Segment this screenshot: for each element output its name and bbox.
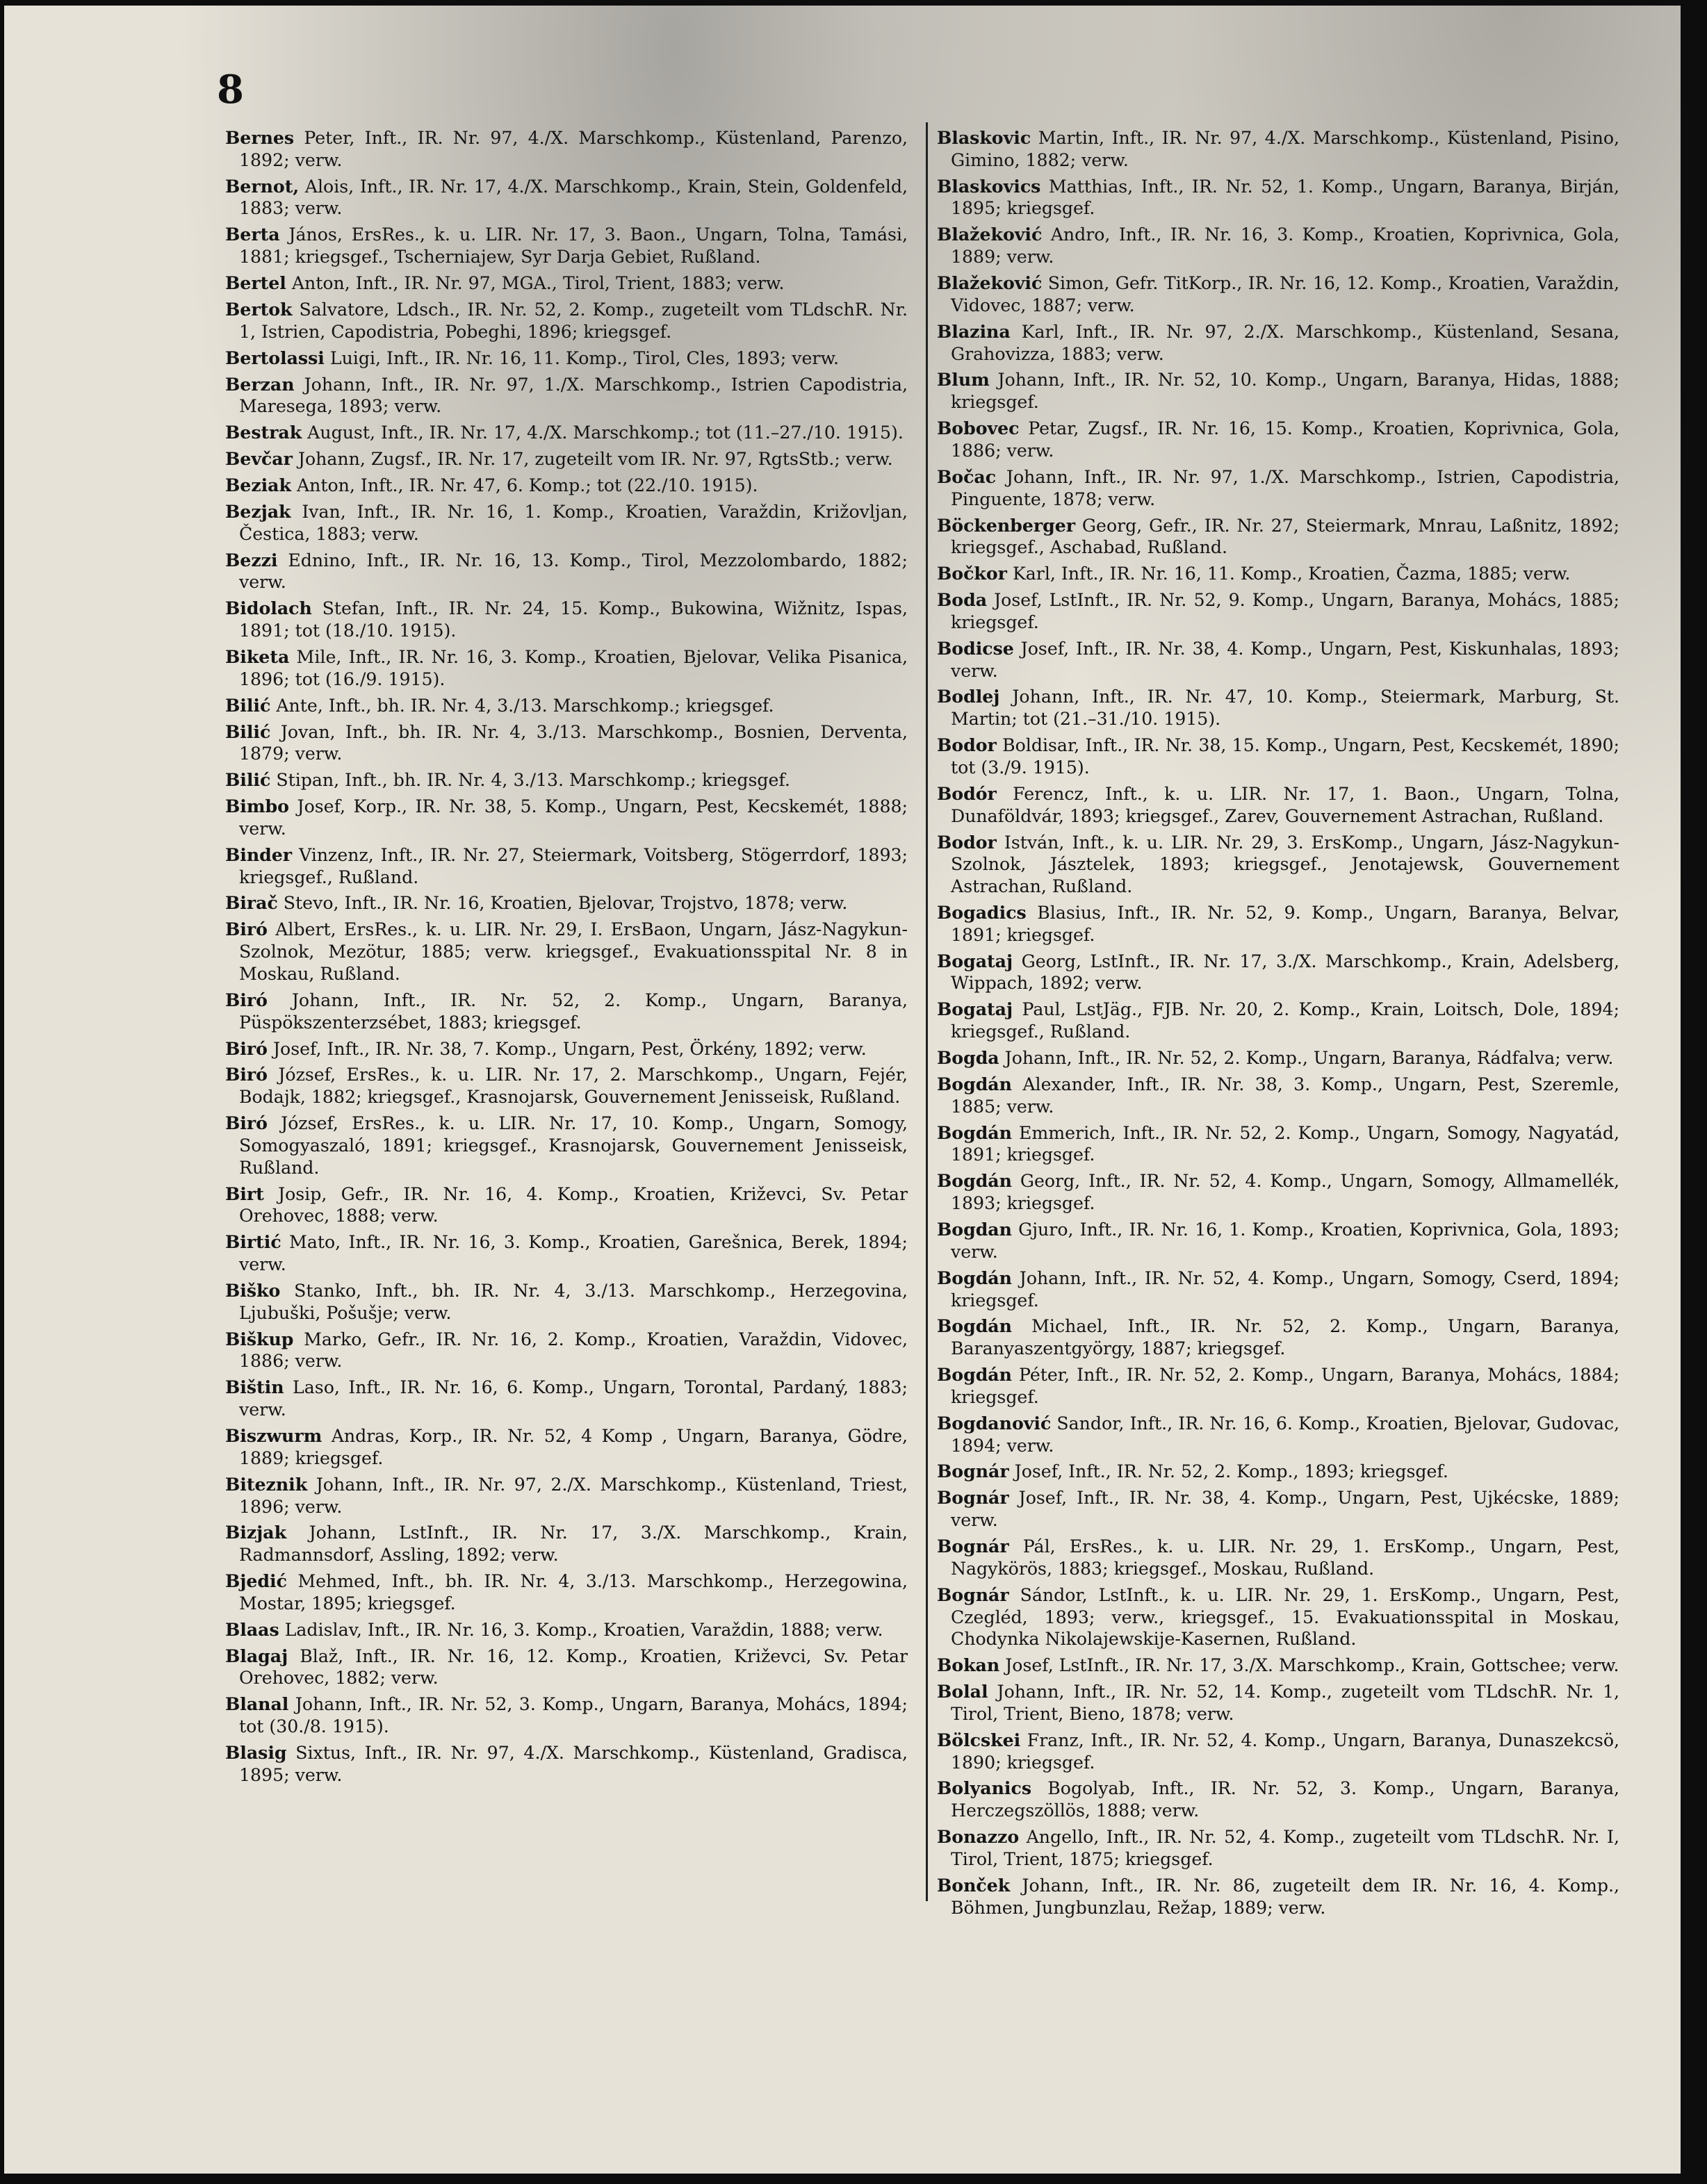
entry-surname: Bogdán <box>937 1073 1012 1094</box>
entry-details: József, ErsRes., k. u. LIR. Nr. 17, 10. Komp., Ungarn, Somogy, Somogyaszaló, 1891; kriegsgef., Krasnojarsk, Gouvernement Jenisseisk, Rußland. <box>239 1113 908 1178</box>
entry-details: Martin, Inft., IR. Nr. 97, 4./X. Marschkomp., Küstenland, Pisino, Gimino, 1882; verw. <box>951 128 1619 170</box>
entry-surname: Biró <box>225 1037 268 1059</box>
entry-details: Jovan, Inft., bh. IR. Nr. 4, 3./13. Marschkomp., Bosnien, Derventa, 1879; verw. <box>239 721 908 764</box>
register-entry <box>937 589 1619 634</box>
register-entry <box>937 369 1619 413</box>
register-entry <box>937 902 1619 946</box>
register-entry <box>225 892 908 914</box>
entry-surname: Birač <box>225 892 278 914</box>
entry-surname: Bodór <box>937 782 997 804</box>
right-column <box>937 127 1619 1923</box>
register-entry <box>937 1413 1619 1457</box>
register-entry <box>225 1231 908 1276</box>
entry-details: Johann, Inft., IR. Nr. 97, 1./X. Marschkomp., Istrien, Capodistria, Pinguente, 1878; verw. <box>951 466 1619 509</box>
entry-surname: Bogdanović <box>937 1412 1052 1434</box>
register-entry <box>937 515 1619 559</box>
entry-details: Franz, Inft., IR. Nr. 52, 4. Komp., Ungarn, Baranya, Dunaszekcsö, 1890; kriegsgef. <box>951 1730 1619 1773</box>
entry-details: Georg, Gefr., IR. Nr. 27, Steiermark, Mnrau, Laßnitz, 1892; kriegsgef., Aschabad, Rußland. <box>951 515 1619 558</box>
entry-surname: Bognár <box>937 1584 1009 1605</box>
register-entry <box>225 598 908 642</box>
entry-surname: Blaskovic <box>937 127 1031 148</box>
entry-surname: Biró <box>225 989 268 1010</box>
entry-surname: Bogdán <box>937 1170 1012 1192</box>
entry-details: Stanko, Inft., bh. IR. Nr. 4, 3./13. Marschkomp., Herzegovina, Ljubuški, Pošušje; verw. <box>239 1280 908 1323</box>
entry-surname: Bogdán <box>937 1267 1012 1288</box>
entry-details: Ladislav, Inft., IR. Nr. 16, 3. Komp., Kroatien, Varaždin, 1888; verw. <box>279 1619 883 1640</box>
register-entry <box>225 1377 908 1421</box>
register-entry <box>225 448 908 470</box>
entry-details: Georg, LstInft., IR. Nr. 17, 3./X. Marschkomp., Krain, Adelsberg, Wippach, 1892; verw. <box>951 951 1619 994</box>
register-entry <box>937 563 1619 585</box>
register-entry <box>225 1280 908 1324</box>
entry-details: Johann, Inft., IR. Nr. 52, 3. Komp., Ungarn, Baranya, Mohács, 1894; tot (30./8. 1915). <box>239 1694 908 1737</box>
register-entry <box>937 1364 1619 1409</box>
entry-surname: Bogdán <box>937 1122 1012 1143</box>
entry-surname: Böckenberger <box>937 514 1076 536</box>
entry-details: Petar, Zugsf., IR. Nr. 16, 15. Komp., Kroatien, Koprivnica, Gola, 1886; verw. <box>951 418 1619 461</box>
register-entry <box>225 796 908 840</box>
register-entry <box>225 299 908 343</box>
entry-details: Mile, Inft., IR. Nr. 16, 3. Komp., Kroatien, Bjelovar, Velika Pisanica, 1896; tot (16./9. 1915). <box>239 646 908 689</box>
entry-surname: Blaas <box>225 1618 279 1640</box>
register-entry <box>225 1112 908 1179</box>
register-entry <box>225 769 908 791</box>
register-entry <box>937 1681 1619 1725</box>
entry-details: Michael, Inft., IR. Nr. 52, 2. Komp., Ungarn, Baranya, Baranyaszentgyörgy, 1887; kriegsgef. <box>951 1316 1619 1359</box>
entry-surname: Birtić <box>225 1231 281 1253</box>
entry-details: Johann, Inft., IR. Nr. 52, 4. Komp., Ungarn, Somogy, Cserd, 1894; kriegsgef. <box>951 1267 1619 1311</box>
entry-details: Sandor, Inft., IR. Nr. 16, 6. Komp., Kroatien, Bjelovar, Gudovac, 1894; verw. <box>951 1413 1619 1456</box>
entry-details: Sándor, LstInft., k. u. LIR. Nr. 29, 1. ErsKomp., Ungarn, Pest, Czegléd, 1893; verw., kriegsgef., 15. Evakuationsspital in Moskau, Chodynka Nikolajewskije-Kasernen, Rußland. <box>951 1584 1619 1650</box>
register-entry <box>225 1183 908 1228</box>
entry-surname: Bogda <box>937 1047 999 1069</box>
entry-details: Karl, Inft., IR. Nr. 97, 2./X. Marschkomp., Küstenland, Sesana, Grahovizza, 1883; verw. <box>951 321 1619 364</box>
entry-surname: Bogataj <box>937 950 1013 971</box>
register-entry <box>225 347 908 370</box>
entry-surname: Bezjak <box>225 500 291 522</box>
entry-details: Simon, Gefr. TitKorp., IR. Nr. 16, 12. Komp., Kroatien, Varaždin, Vidovec, 1887; verw. <box>951 273 1619 315</box>
entry-details: Johann, Inft., IR. Nr. 86, zugeteilt dem IR. Nr. 16, 4. Komp., Böhmen, Jungbunzlau, Režap, 1889; verw. <box>951 1875 1619 1918</box>
entry-details: Emmerich, Inft., IR. Nr. 52, 2. Komp., Ungarn, Somogy, Nagyatád, 1891; kriegsgef. <box>951 1122 1619 1165</box>
entry-details: Stevo, Inft., IR. Nr. 16, Kroatien, Bjelovar, Trojstvo, 1878; verw. <box>277 893 848 914</box>
entry-details: Boldisar, Inft., IR. Nr. 38, 15. Komp., Ungarn, Pest, Kecskemét, 1890; tot (3./9. 1915). <box>951 735 1619 778</box>
register-entry <box>937 1584 1619 1650</box>
document-page <box>4 6 1681 2174</box>
entry-details: Johann, Inft., IR. Nr. 52, 14. Komp., zugeteilt vom TLdschR. Nr. 1, Tirol, Trient, Bieno, 1878; verw. <box>951 1682 1619 1724</box>
entry-details: Josef, Inft., IR. Nr. 38, 4. Komp., Ungarn, Pest, Kiskunhalas, 1893; verw. <box>951 638 1619 681</box>
entry-details: Andro, Inft., IR. Nr. 16, 3. Komp., Kroatien, Koprivnica, Gola, 1889; verw. <box>951 224 1619 268</box>
register-entry <box>937 224 1619 268</box>
entry-surname: Bezzi <box>225 549 278 570</box>
entry-details: Gjuro, Inft., IR. Nr. 16, 1. Komp., Kroatien, Koprivnica, Gola, 1893; verw. <box>951 1220 1619 1262</box>
entry-surname: Bernot, <box>225 175 300 197</box>
entry-details: Johann, Inft., IR. Nr. 52, 10. Komp., Ungarn, Baranya, Hidas, 1888; kriegsgef. <box>951 370 1619 413</box>
entry-surname: Bidolach <box>225 598 312 619</box>
register-entry <box>225 501 908 545</box>
entry-details: Matthias, Inft., IR. Nr. 52, 1. Komp., Ungarn, Baranya, Birján, 1895; kriegsgef. <box>951 176 1619 219</box>
entry-details: Karl, Inft., IR. Nr. 16, 11. Komp., Kroatien, Čazma, 1885; verw. <box>1006 564 1571 584</box>
register-entry <box>937 1536 1619 1580</box>
entry-surname: Bolal <box>937 1681 988 1702</box>
entry-surname: Bertolassi <box>225 347 325 368</box>
entry-details: Blaž, Inft., IR. Nr. 16, 12. Komp., Kroatien, Križevci, Sv. Petar Orehovec, 1882; verw. <box>239 1645 908 1689</box>
entry-details: Angello, Inft., IR. Nr. 52, 4. Komp., zugeteilt vom TLdschR. Nr. I, Tirol, Trient, 1875; kriegsgef. <box>951 1827 1619 1869</box>
entry-surname: Bogadics <box>937 902 1027 923</box>
entry-details: Johann, Inft., IR. Nr. 97, 1./X. Marschkomp., Istrien Capodistria, Maresega, 1893; verw. <box>239 374 908 417</box>
register-entry <box>225 695 908 717</box>
entry-surname: Bognár <box>937 1487 1009 1509</box>
register-entry <box>225 374 908 418</box>
register-entry <box>225 1038 908 1060</box>
entry-surname: Bištin <box>225 1377 284 1398</box>
entry-details: Andras, Korp., IR. Nr. 52, 4 Komp , Ungarn, Baranya, Gödre, 1889; kriegsgef. <box>239 1426 908 1468</box>
entry-surname: Bonček <box>937 1874 1011 1896</box>
register-entry <box>225 550 908 594</box>
register-entry <box>937 321 1619 366</box>
register-entry <box>225 1064 908 1108</box>
entry-surname: Bognár <box>937 1461 1009 1482</box>
register-entry <box>937 832 1619 898</box>
entry-surname: Bimbo <box>225 796 289 817</box>
entry-surname: Biró <box>225 919 268 940</box>
entry-details: Johann, Inft., IR. Nr. 52, 2. Komp., Ungarn, Baranya, Rádfalva; verw. <box>999 1048 1614 1069</box>
entry-surname: Biró <box>225 1112 268 1134</box>
entry-surname: Bočkor <box>937 563 1007 584</box>
entry-details: Alexander, Inft., IR. Nr. 38, 3. Komp., Ungarn, Pest, Szeremle, 1885; verw. <box>951 1074 1619 1117</box>
entry-details: Ivan, Inft., IR. Nr. 16, 1. Komp., Kroatien, Varaždin, Križovljan, Čestica, 1883; verw. <box>239 501 908 544</box>
entry-details: Josef, Inft., IR. Nr. 38, 4. Komp., Ungarn, Pest, Ujkécske, 1889; verw. <box>951 1488 1619 1531</box>
entry-details: István, Inft., k. u. LIR. Nr. 29, 3. ErsKomp., Ungarn, Jász-Nagykun-Szolnok, Jásztelek, 1893; kriegsgef., Jenotajewsk, Gouvernement Astrachan, Rußland. <box>951 832 1619 897</box>
entry-details: Josef, Korp., IR. Nr. 38, 5. Komp., Ungarn, Pest, Kecskemét, 1888; verw. <box>239 796 908 839</box>
entry-surname: Bolyanics <box>937 1777 1032 1799</box>
entry-details: August, Inft., IR. Nr. 17, 4./X. Marschkomp.; tot (11.–27./10. 1915). <box>302 422 904 443</box>
register-entry <box>937 1219 1619 1263</box>
entry-details: Ferencz, Inft., k. u. LIR. Nr. 17, 1. Baon., Ungarn, Tolna, Dunaföldvár, 1893; kriegsgef., Zarev, Gouvernement Astrachan, Rußland. <box>951 783 1619 826</box>
entry-surname: Bočac <box>937 466 997 487</box>
register-entry <box>225 1329 908 1373</box>
entry-details: Johann, Inft., IR. Nr. 97, 2./X. Marschkomp., Küstenland, Triest, 1896; verw. <box>239 1474 908 1517</box>
entry-surname: Bodor <box>937 831 997 853</box>
register-entry <box>225 1522 908 1566</box>
entry-surname: Bölcskei <box>937 1729 1021 1750</box>
entry-surname: Bogataj <box>937 999 1013 1020</box>
entry-surname: Blanal <box>225 1693 289 1715</box>
entry-surname: Blasig <box>225 1742 287 1764</box>
column-divider <box>926 122 928 1901</box>
entry-surname: Bilić <box>225 721 271 742</box>
entry-details: Josef, LstInft., IR. Nr. 52, 9. Komp., Ungarn, Baranya, Mohács, 1885; kriegsgef. <box>951 590 1619 632</box>
entry-details: Laso, Inft., IR. Nr. 16, 6. Komp., Ungarn, Torontal, Pardaný, 1883; verw. <box>239 1377 908 1420</box>
entry-surname: Birt <box>225 1183 264 1204</box>
entry-surname: Bobovec <box>937 418 1020 439</box>
left-column <box>225 127 908 1791</box>
entry-details: Stefan, Inft., IR. Nr. 24, 15. Komp., Bukowina, Wižnitz, Ispas, 1891; tot (18./10. 1915). <box>239 598 908 641</box>
entry-details: Stipan, Inft., bh. IR. Nr. 4, 3./13. Marschkomp.; kriegsgef. <box>270 770 790 791</box>
register-entry <box>937 1170 1619 1215</box>
register-entry <box>937 1315 1619 1360</box>
register-entry <box>937 272 1619 317</box>
entry-details: Albert, ErsRes., k. u. LIR. Nr. 29, I. ErsBaon, Ungarn, Jász-Nagykun-Szolnok, Mezötur, 1885; verw. kriegsgef., Evakuationsspital Nr. 8 in Moskau, Rußland. <box>239 919 908 984</box>
entry-surname: Boda <box>937 589 988 611</box>
entry-surname: Biketa <box>225 646 290 667</box>
register-entry <box>937 1461 1619 1483</box>
entry-surname: Bertok <box>225 298 293 320</box>
entry-surname: Blum <box>937 369 990 391</box>
entry-details: Marko, Gefr., IR. Nr. 16, 2. Komp., Kroatien, Varaždin, Vidovec, 1886; verw. <box>239 1329 908 1372</box>
register-entry <box>225 1570 908 1615</box>
register-entry <box>937 1267 1619 1312</box>
entry-surname: Blažeković <box>937 272 1043 294</box>
entry-details: Vinzenz, Inft., IR. Nr. 27, Steiermark, Voitsberg, Stögerrdorf, 1893; kriegsgef., Rußland. <box>239 844 908 887</box>
register-entry <box>225 224 908 268</box>
entry-surname: Bertel <box>225 272 286 294</box>
register-entry <box>225 646 908 691</box>
entry-surname: Biszwurm <box>225 1425 322 1447</box>
entry-surname: Bilić <box>225 694 271 716</box>
register-entry <box>937 951 1619 995</box>
entry-details: Anton, Inft., IR. Nr. 47, 6. Komp.; tot (22./10. 1915). <box>291 475 758 495</box>
register-entry <box>937 638 1619 682</box>
entry-details: Péter, Inft., IR. Nr. 52, 2. Komp., Ungarn, Baranya, Mohács, 1884; kriegsgef. <box>951 1365 1619 1407</box>
register-entry <box>225 422 908 444</box>
entry-surname: Blazina <box>937 320 1011 342</box>
entry-details: Pál, ErsRes., k. u. LIR. Nr. 29, 1. ErsKomp., Ungarn, Pest, Nagykörös, 1883; kriegsgef., Moskau, Rußland. <box>951 1536 1619 1579</box>
entry-surname: Berta <box>225 224 280 245</box>
entry-details: Johann, Inft., IR. Nr. 52, 2. Komp., Ungarn, Baranya, Püspökszenterzsébet, 1883; kriegsgef. <box>239 990 908 1033</box>
entry-surname: Biró <box>225 1064 268 1085</box>
register-entry <box>937 176 1619 220</box>
register-entry <box>937 1122 1619 1167</box>
register-entry <box>937 1777 1619 1822</box>
entry-details: Josef, Inft., IR. Nr. 38, 7. Komp., Ungarn, Pest, Örkény, 1892; verw. <box>267 1038 867 1059</box>
entry-details: Mato, Inft., IR. Nr. 16, 3. Komp., Kroatien, Garešnica, Berek, 1894; verw. <box>239 1232 908 1275</box>
register-entry <box>937 1074 1619 1118</box>
entry-details: Mehmed, Inft., bh. IR. Nr. 4, 3./13. Marschkomp., Herzegowina, Mostar, 1895; kriegsgef. <box>239 1571 908 1614</box>
entry-surname: Bodor <box>937 734 997 756</box>
entry-details: János, ErsRes., k. u. LIR. Nr. 17, 3. Baon., Ungarn, Tolna, Tamási, 1881; kriegsgef., Tscherniajew, Syr Darja Gebiet, Rußland. <box>239 224 908 268</box>
register-entry <box>225 844 908 889</box>
entry-surname: Blažeković <box>937 224 1043 245</box>
entry-surname: Binder <box>225 844 293 865</box>
entry-details: Luigi, Inft., IR. Nr. 16, 11. Komp., Tirol, Cles, 1893; verw. <box>324 347 840 368</box>
register-entry <box>937 783 1619 828</box>
register-entry <box>225 475 908 497</box>
register-entry <box>937 1047 1619 1069</box>
entry-surname: Bevčar <box>225 448 293 470</box>
entry-details: Josip, Gefr., IR. Nr. 16, 4. Komp., Kroatien, Križevci, Sv. Petar Orehovec, 1888; verw. <box>239 1183 908 1226</box>
register-entry <box>937 1875 1619 1919</box>
entry-surname: Bizjak <box>225 1522 287 1543</box>
register-entry <box>937 466 1619 511</box>
entry-surname: Bognár <box>937 1536 1009 1557</box>
register-entry <box>225 990 908 1034</box>
entry-surname: Bogdan <box>937 1219 1012 1240</box>
register-entry <box>937 1730 1619 1774</box>
entry-surname: Bernes <box>225 127 295 148</box>
entry-surname: Biško <box>225 1279 281 1301</box>
entry-surname: Biškup <box>225 1328 294 1349</box>
entry-surname: Blagaj <box>225 1645 288 1666</box>
register-entry <box>225 1645 908 1690</box>
entry-details: Bogolyab, Inft., IR. Nr. 52, 3. Komp., Ungarn, Baranya, Herczegszöllös, 1888; verw. <box>951 1778 1619 1821</box>
entry-details: Sixtus, Inft., IR. Nr. 97, 4./X. Marschkomp., Küstenland, Gradisca, 1895; verw. <box>239 1743 908 1785</box>
entry-details: Paul, LstJäg., FJB. Nr. 20, 2. Komp., Krain, Loitsch, Dole, 1894; kriegsgef., Rußland. <box>951 999 1619 1042</box>
entry-details: Salvatore, Ldsch., IR. Nr. 52, 2. Komp., zugeteilt vom TLdschR. Nr. 1, Istrien, Capodistria, Pobeghi, 1896; kriegsgef. <box>239 299 908 342</box>
register-entry <box>225 1425 908 1470</box>
entry-surname: Bodlej <box>937 686 1000 707</box>
entry-surname: Bogdán <box>937 1315 1012 1337</box>
register-entry <box>937 734 1619 779</box>
entry-surname: Bjedić <box>225 1570 287 1592</box>
register-entry <box>225 721 908 766</box>
register-entry <box>937 127 1619 172</box>
entry-details: Blasius, Inft., IR. Nr. 52, 9. Komp., Ungarn, Baranya, Belvar, 1891; kriegsgef. <box>951 903 1619 945</box>
register-entry <box>225 919 908 985</box>
page-number: 8 <box>217 67 244 113</box>
entry-details: Peter, Inft., IR. Nr. 97, 4./X. Marschkomp., Küstenland, Parenzo, 1892; verw. <box>239 128 908 170</box>
entry-details: József, ErsRes., k. u. LIR. Nr. 17, 2. Marschkomp., Ungarn, Fejér, Bodajk, 1882; kriegsgef., Krasnojarsk, Gouvernement Jenisseisk, Rußland. <box>239 1065 908 1108</box>
entry-surname: Biteznik <box>225 1473 308 1495</box>
register-entry <box>225 1619 908 1641</box>
register-entry <box>937 418 1619 462</box>
register-entry <box>937 1487 1619 1532</box>
register-entry <box>225 272 908 295</box>
entry-details: Alois, Inft., IR. Nr. 17, 4./X. Marschkomp., Krain, Stein, Goldenfeld, 1883; verw. <box>239 176 908 219</box>
entry-details: Johann, Inft., IR. Nr. 47, 10. Komp., Steiermark, Marburg, St. Martin; tot (21.–31./10. 1915). <box>951 687 1619 730</box>
register-entry <box>225 1474 908 1518</box>
entry-surname: Blaskovics <box>937 175 1041 197</box>
register-entry <box>225 1693 908 1738</box>
entry-surname: Bokan <box>937 1655 1000 1676</box>
entry-details: Josef, Inft., IR. Nr. 52, 2. Komp., 1893; kriegsgef. <box>1008 1461 1448 1482</box>
entry-details: Johann, LstInft., IR. Nr. 17, 3./X. Marschkomp., Krain, Radmannsdorf, Assling, 1892; verw. <box>239 1522 908 1566</box>
entry-surname: Bilić <box>225 769 271 791</box>
entry-surname: Bonazzo <box>937 1826 1020 1848</box>
entry-surname: Bogdán <box>937 1364 1012 1386</box>
entry-surname: Bestrak <box>225 422 302 443</box>
entry-details: Johann, Zugsf., IR. Nr. 17, zugeteilt vom IR. Nr. 97, RgtsStb.; verw. <box>292 449 893 470</box>
register-entry <box>937 1826 1619 1871</box>
register-entry <box>225 127 908 172</box>
entry-details: Anton, Inft., IR. Nr. 97, MGA., Tirol, Trient, 1883; verw. <box>286 273 785 294</box>
register-entry <box>937 999 1619 1043</box>
register-entry <box>225 1742 908 1787</box>
entry-details: Ante, Inft., bh. IR. Nr. 4, 3./13. Marschkomp.; kriegsgef. <box>270 695 774 716</box>
entry-surname: Bodicse <box>937 637 1014 659</box>
register-entry <box>225 176 908 220</box>
entry-details: Georg, Inft., IR. Nr. 52, 4. Komp., Ungarn, Somogy, Allmamellék, 1893; kriegsgef. <box>951 1171 1619 1214</box>
entry-surname: Beziak <box>225 475 291 495</box>
entry-details: Josef, LstInft., IR. Nr. 17, 3./X. Marschkomp., Krain, Gottschee; verw. <box>999 1655 1619 1676</box>
entry-surname: Berzan <box>225 373 295 395</box>
register-entry <box>937 686 1619 730</box>
register-entry <box>937 1655 1619 1677</box>
entry-details: Ednino, Inft., IR. Nr. 16, 13. Komp., Tirol, Mezzolombardo, 1882; verw. <box>239 550 908 593</box>
